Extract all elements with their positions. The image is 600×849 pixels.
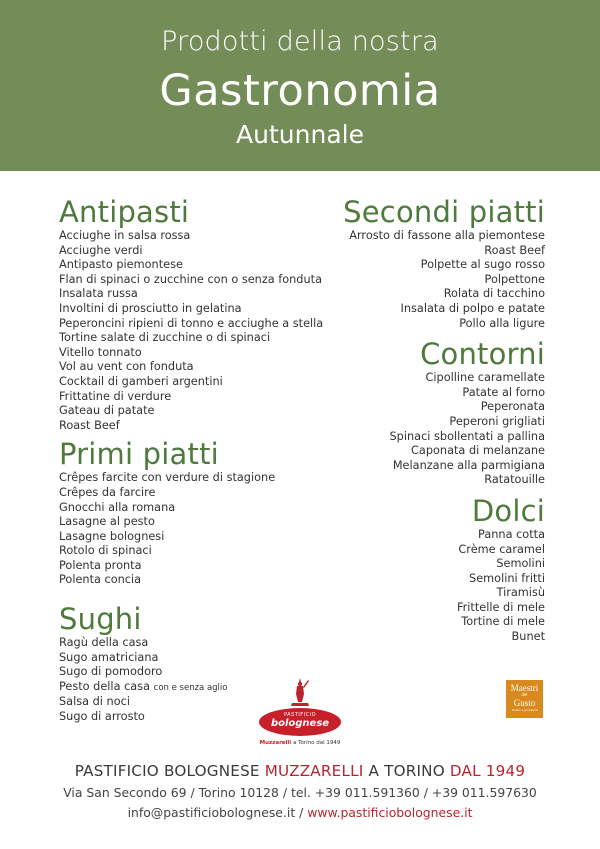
list-secondi [295, 229, 545, 331]
list-item: Roast Beef [59, 418, 120, 432]
list-item: Tortine di mele [461, 615, 545, 629]
list-item: Lasagne al pesto [59, 515, 155, 529]
section-title-contorni: Contorni [420, 337, 545, 372]
list-dolci [295, 528, 545, 645]
list-item: Insalata russa [59, 287, 138, 301]
list-item: Vol au vent con fonduta [59, 360, 194, 374]
list-item: Panna cotta [478, 527, 545, 541]
list-item: Gnocchi alla romana [59, 500, 176, 514]
pesto-note: con e senza aglio [153, 682, 228, 693]
logo-tag-rest: a Torino dal 1949 [292, 740, 341, 746]
list-contorni [295, 371, 545, 488]
left-column [59, 195, 329, 725]
list-item: Spinaci sbollentati a pallina [389, 429, 545, 443]
list-item: Acciughe in salsa rossa [59, 229, 191, 242]
footer-name-d: DAL 1949 [449, 762, 526, 780]
list-item: Cipolline caramellate [425, 371, 545, 385]
pastificio-logo [245, 676, 355, 752]
list-item: Polpette al sugo rosso [420, 258, 545, 272]
list-item: Gateau di patate [59, 404, 155, 418]
list-item: Lasagne bolognesi [59, 529, 165, 543]
header-season: Autunnale [236, 120, 364, 149]
section-title-primi: Primi piatti [59, 437, 219, 472]
list-item: Tiramisù [496, 586, 545, 600]
list-item: Semolini fritti [469, 571, 545, 585]
list-item: Caponata di melanzane [411, 444, 545, 458]
list-item: Cocktail di gamberi argentini [59, 374, 223, 388]
section-title-secondi: Secondi piatti [343, 195, 545, 229]
list-item: Crêpes farcite con verdure di stagione [59, 471, 276, 485]
section-title-antipasti: Antipasti [59, 195, 190, 229]
list-item: Ratatouille [484, 473, 545, 487]
header-banner [0, 0, 600, 171]
list-item: Melanzane alla parmigiana [392, 458, 545, 472]
list-item: Roast Beef [484, 243, 545, 257]
badge-line2: del [521, 693, 528, 698]
right-column [295, 195, 545, 645]
header-title: Gastronomia [159, 66, 441, 116]
list-item: Antipasto piemontese [59, 258, 183, 272]
list-item: Peperonata [480, 400, 545, 414]
list-item: Involtini di prosciutto in gelatina [59, 301, 242, 315]
list-item: Peperoncini ripieni di tonno e acciughe a stella [59, 316, 324, 330]
footer-contacts [0, 805, 600, 820]
list-item: Pollo alla ligure [459, 316, 545, 330]
footer-email-link[interactable]: info@pastificiobolognese.it [127, 805, 296, 820]
neptune-statue-icon [288, 676, 312, 706]
list-item: Sugo di pomodoro [59, 665, 163, 679]
list-item: Polenta concia [59, 573, 142, 587]
badge-line1: Maestri [510, 683, 539, 693]
footer-name-b: MUZZARELLI [264, 762, 364, 780]
list-item: Ragù della casa [59, 636, 149, 650]
list-item: Polpettone [484, 272, 545, 286]
list-item: Insalata di polpo e patate [400, 301, 545, 315]
list-item: Peperoni grigliati [449, 414, 545, 428]
logo-main-text: bolognese [270, 718, 330, 729]
header-line1: Prodotti della nostra [161, 26, 439, 57]
list-item: Flan di spinaci o zucchine con o senza fonduta [59, 272, 322, 286]
footer-address: Via San Secondo 69 / Torino 10128 / tel. +39 011.591360 / +39 011.597630 [63, 785, 537, 800]
list-primi [59, 471, 329, 588]
footer-name-a: PASTIFICIO BOLOGNESE [74, 762, 265, 780]
list-item: Salsa di noci [59, 695, 130, 709]
badge-line3: Gusto [513, 698, 536, 708]
footer-name-c: A TORINO [363, 762, 450, 780]
list-item: Tortine salate di zucchine o di spinaci [59, 331, 271, 345]
badge-line4: Torino e provincia [511, 708, 538, 712]
list-item: Crème caramel [458, 542, 545, 556]
logo-tagline [245, 740, 355, 746]
footer-separator: / [295, 805, 308, 820]
list-item: Frittelle di mele [456, 600, 545, 614]
list-item: Polenta pronta [59, 558, 142, 572]
list-item: Acciughe verdi [59, 243, 143, 257]
footer-company-name [0, 762, 600, 780]
logo-top-text: PASTIFICIO [283, 712, 317, 718]
list-item: Frittatine di verdure [59, 389, 172, 403]
maestri-del-gusto-badge [506, 680, 543, 718]
list-item: Bunet [511, 630, 545, 644]
list-item: Rolata di tacchino [443, 287, 545, 301]
list-item: Sugo di arrosto [59, 710, 145, 724]
logo-tag-brand: Muzzarelli [259, 740, 292, 746]
list-item: Crêpes da farcire [59, 485, 156, 499]
list-item: Semolini [496, 557, 545, 571]
section-title-sughi: Sughi [59, 602, 142, 637]
list-item: Rotolo di spinaci [59, 544, 152, 558]
list-item: Patate al forno [462, 385, 545, 399]
pesto-label: Pesto della casa [59, 679, 151, 693]
footer-web-link[interactable]: www.pastificiobolognese.it [307, 805, 473, 820]
list-item: Vitello tonnato [59, 345, 142, 359]
list-antipasti [59, 229, 329, 433]
list-item: Arrosto di fassone alla piemontese [349, 229, 545, 242]
list-item: Sugo amatriciana [59, 650, 159, 664]
logo-oval [259, 708, 341, 736]
section-title-dolci: Dolci [471, 493, 545, 528]
